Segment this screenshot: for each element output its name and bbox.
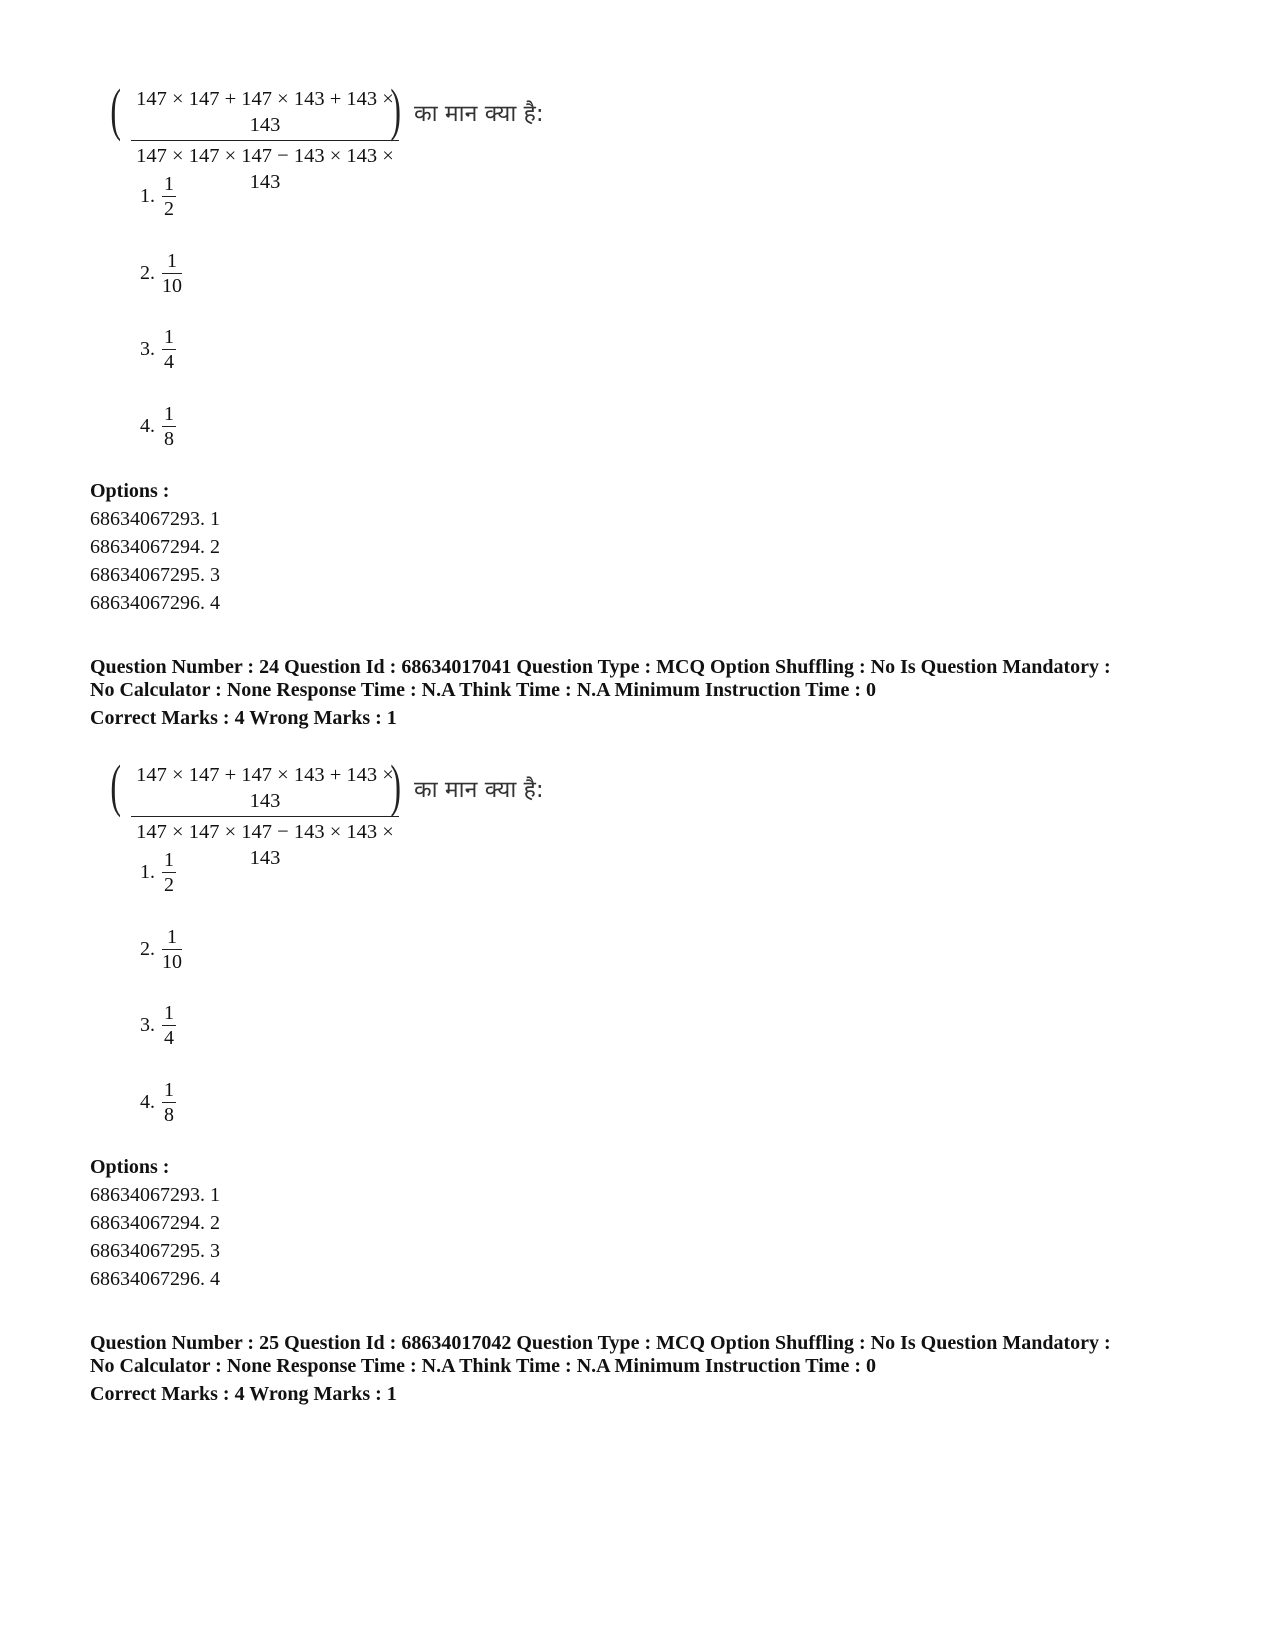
choice-3: [140, 325, 260, 379]
choice-numerator: 1: [167, 250, 177, 272]
choice-1: [140, 172, 260, 226]
choice-number: 3.: [140, 1014, 155, 1036]
choice-denominator: 2: [164, 874, 174, 897]
choice-2: [140, 249, 260, 303]
choice-denominator: 4: [164, 351, 174, 374]
choice-numerator: 1: [167, 926, 177, 948]
choice-3: [140, 1001, 260, 1055]
choice-4: [140, 1078, 260, 1132]
choice-fraction: [162, 172, 176, 221]
expression-numerator: 147 × 147 + 147 × 143 + 143 × 143: [136, 764, 394, 812]
choice-numerator: 1: [164, 849, 174, 871]
question-meta-line-2: No Calculator : None Response Time : N.A Think Time : N.A Minimum Instruction Time : 0: [90, 679, 876, 701]
option-line: 68634067295. 3: [90, 564, 220, 586]
left-parenthesis: (: [110, 77, 121, 142]
choice-fraction: [162, 1001, 176, 1050]
choice-numerator: 1: [164, 1002, 174, 1024]
left-parenthesis: (: [110, 753, 121, 818]
choice-number: 2.: [140, 262, 155, 284]
question-meta-line-1: Question Number : 25 Question Id : 68634017042 Question Type : MCQ Option Shuffling : No Is Question Mandatory :: [90, 1332, 1111, 1354]
choice-denominator: 10: [162, 951, 182, 974]
choice-numerator: 1: [164, 403, 174, 425]
question-hindi-text: का मान क्या है:: [414, 777, 544, 803]
options-title: Options :: [90, 480, 170, 502]
question-marks-line: Correct Marks : 4 Wrong Marks : 1: [90, 707, 397, 729]
expression-numerator: 147 × 147 + 147 × 143 + 143 × 143: [136, 88, 394, 136]
choice-number: 4.: [140, 1091, 155, 1113]
question-marks-line: Correct Marks : 4 Wrong Marks : 1: [90, 1383, 397, 1405]
choice-denominator: 10: [162, 275, 182, 298]
choice-fraction: [162, 249, 182, 298]
expression-denominator: 147 × 147 × 147 − 143 × 143 × 143: [136, 145, 394, 194]
choice-1: [140, 848, 260, 902]
choice-denominator: 8: [164, 1104, 174, 1127]
question-meta-line-2: No Calculator : None Response Time : N.A Think Time : N.A Minimum Instruction Time : 0: [90, 1355, 876, 1377]
choice-fraction: [162, 1078, 176, 1127]
option-line: 68634067293. 1: [90, 508, 220, 530]
choice-fraction: [162, 925, 182, 974]
choice-fraction: [162, 325, 176, 374]
choice-2: [140, 925, 260, 979]
option-line: 68634067296. 4: [90, 1268, 220, 1290]
option-line: 68634067294. 2: [90, 536, 220, 558]
choice-numerator: 1: [164, 326, 174, 348]
choice-number: 2.: [140, 938, 155, 960]
choice-number: 3.: [140, 338, 155, 360]
choice-number: 1.: [140, 185, 155, 207]
choice-numerator: 1: [164, 1079, 174, 1101]
right-parenthesis: ): [390, 77, 401, 142]
choice-number: 1.: [140, 861, 155, 883]
choice-denominator: 8: [164, 428, 174, 451]
options-title: Options :: [90, 1156, 170, 1178]
question-hindi-text: का मान क्या है:: [414, 101, 544, 127]
option-line: 68634067293. 1: [90, 1184, 220, 1206]
option-line: 68634067296. 4: [90, 592, 220, 614]
choice-number: 4.: [140, 415, 155, 437]
option-line: 68634067295. 3: [90, 1240, 220, 1262]
choice-denominator: 4: [164, 1027, 174, 1050]
right-parenthesis: ): [390, 753, 401, 818]
choice-denominator: 2: [164, 198, 174, 221]
choice-fraction: [162, 402, 176, 451]
choice-fraction: [162, 848, 176, 897]
choice-numerator: 1: [164, 173, 174, 195]
option-line: 68634067294. 2: [90, 1212, 220, 1234]
expression-denominator: 147 × 147 × 147 − 143 × 143 × 143: [136, 821, 394, 870]
choice-4: [140, 402, 260, 456]
question-meta-line-1: Question Number : 24 Question Id : 68634017041 Question Type : MCQ Option Shuffling : No Is Question Mandatory :: [90, 656, 1111, 678]
